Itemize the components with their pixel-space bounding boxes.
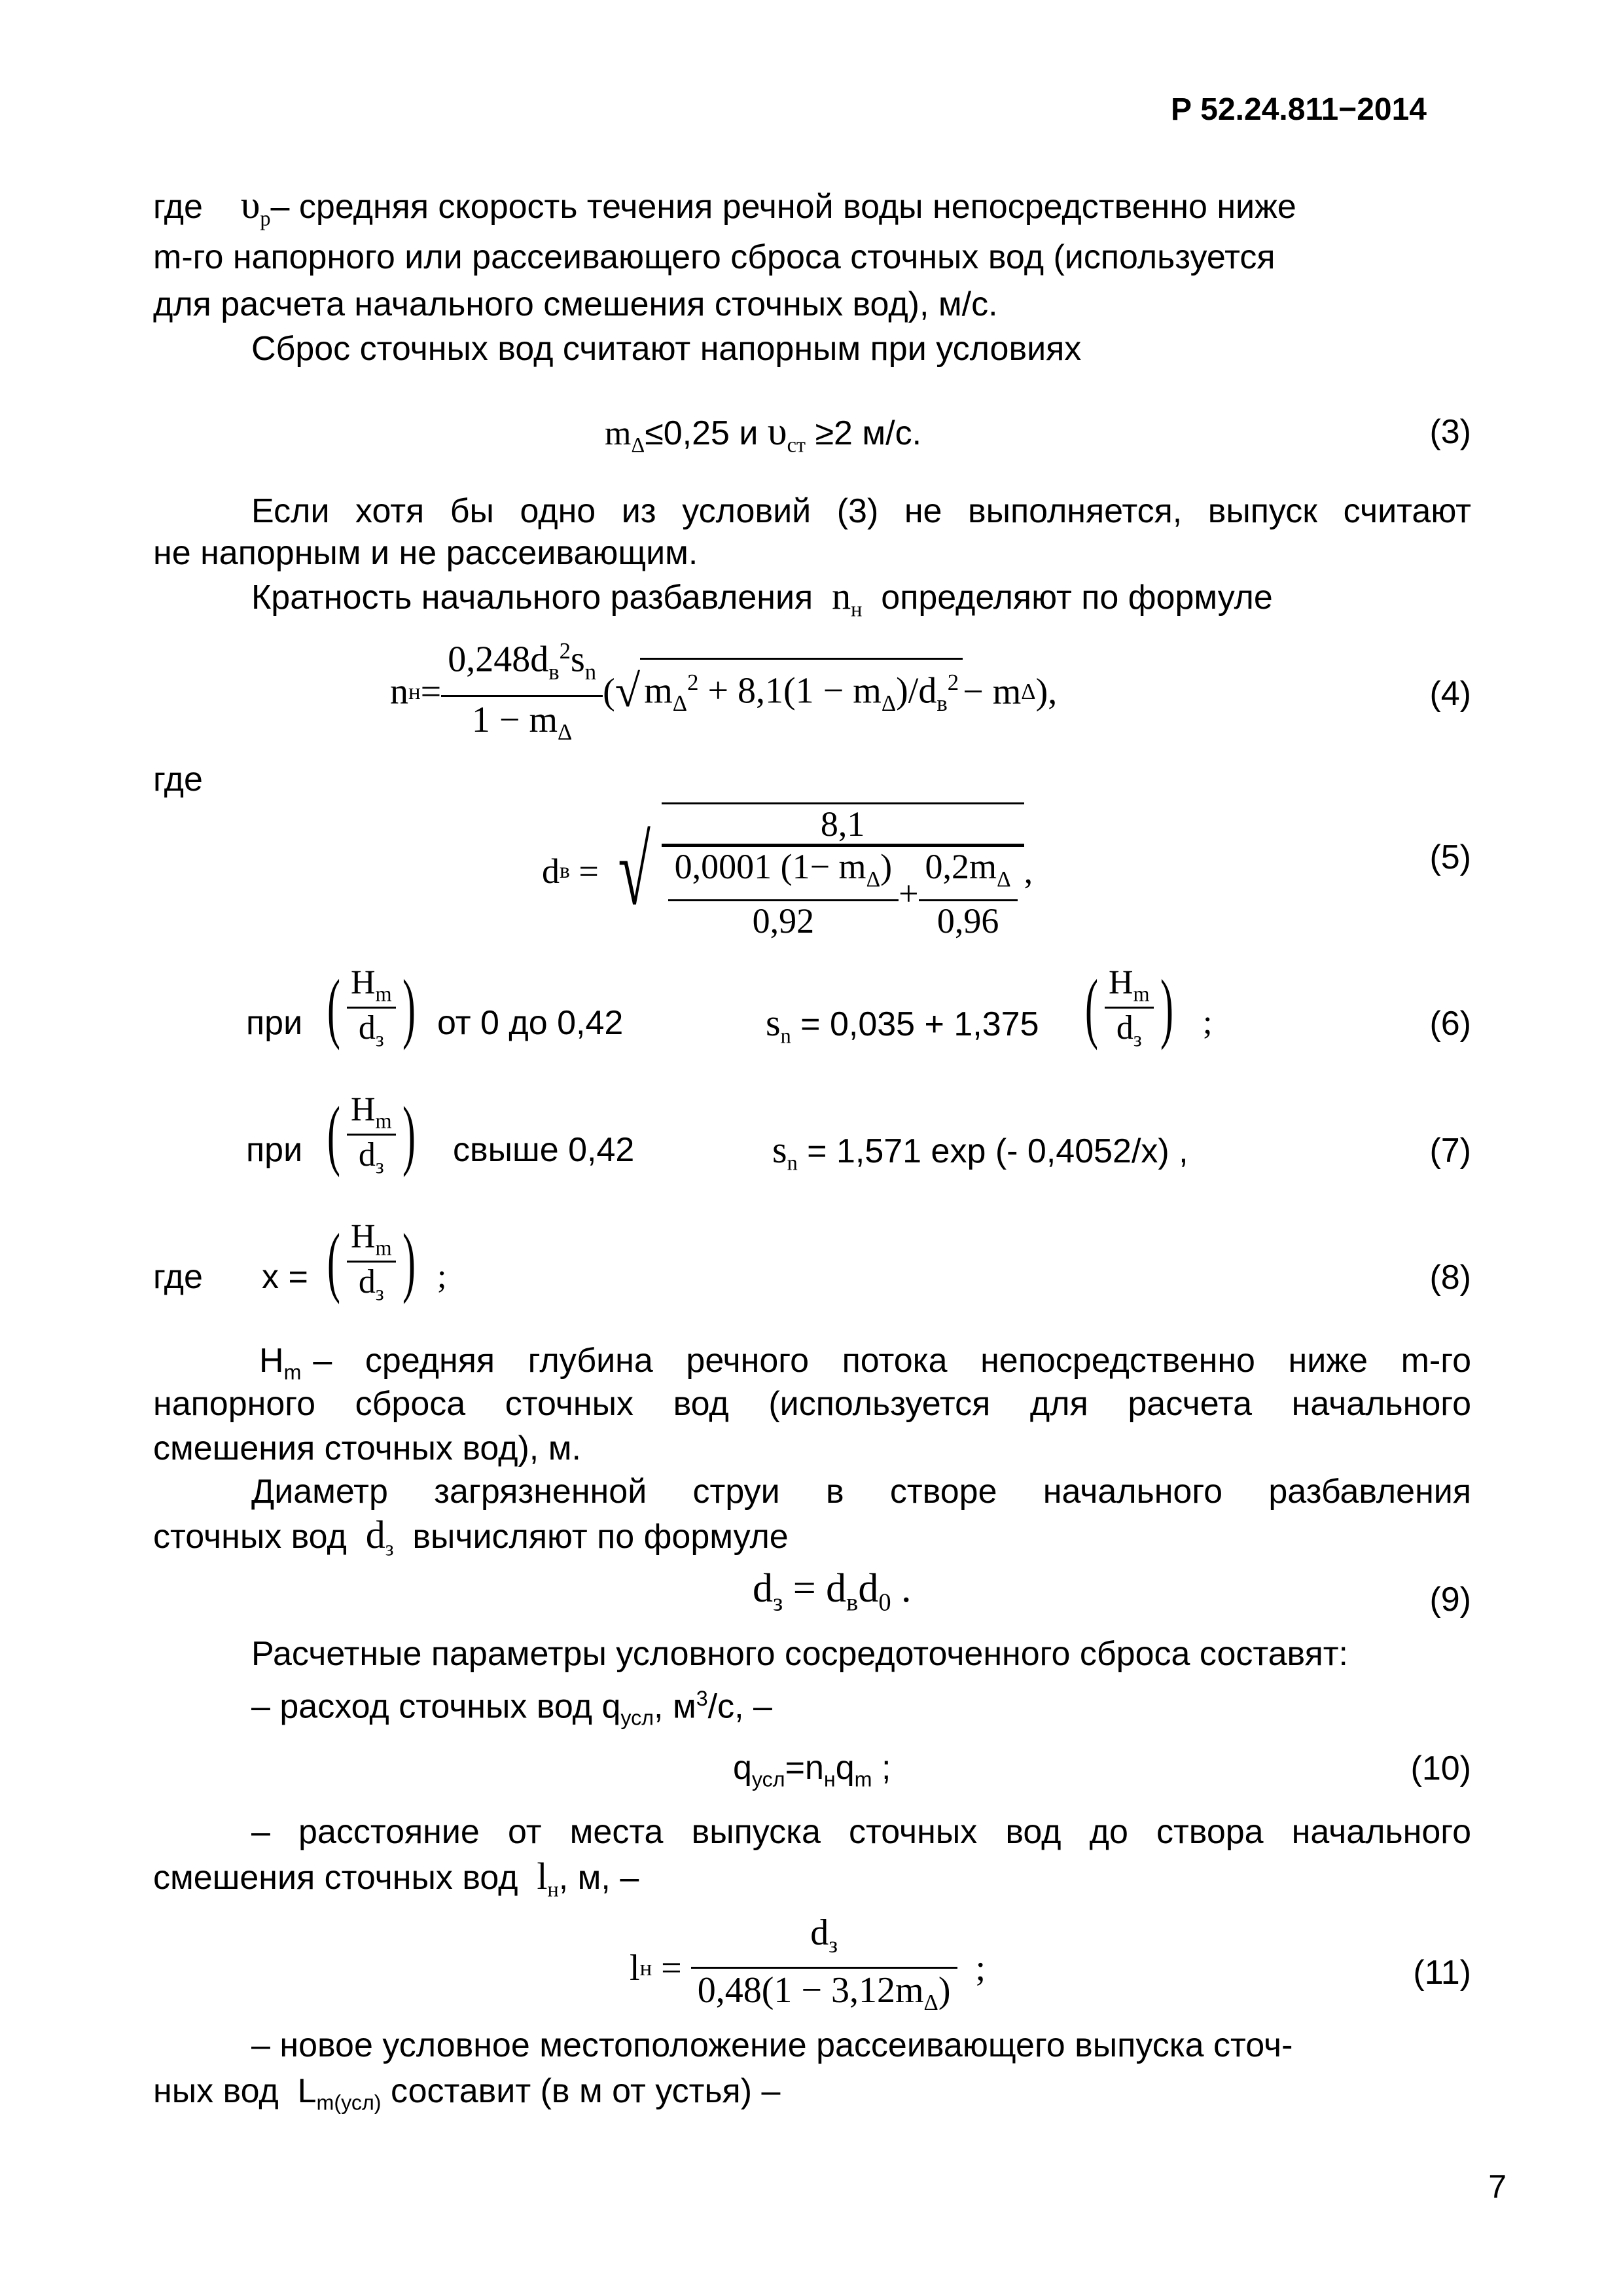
text-line: Расчетные параметры условного сосредоточенного сброса составят: — [251, 1635, 1348, 1673]
text-line: Если хотя бы одно из условий (3) не выполняется, выпуск считают — [251, 492, 1471, 530]
semicolon: ; — [437, 1258, 447, 1295]
equation-5: d в = √ 8,1 $\frac{0,0001 (1- m_\Delta)}{0,92}$ + $\frac{0,2m_\Delta}{0,96}$ , — [542, 802, 1033, 941]
equation-number: (9) — [1429, 1581, 1471, 1619]
text-line: x = — [262, 1258, 308, 1296]
equation-number: (10) — [1410, 1749, 1471, 1787]
equation-number: (7) — [1429, 1132, 1471, 1170]
equation-number: (6) — [1429, 1005, 1471, 1043]
ratio-hm-d3: ( $H_m$ $d_з$ ) — [327, 963, 416, 1050]
equation-4: n н = $\frac{0,248d_в^2s_n}{1 - m_\Delta}$ ( √ $m_\Delta^2 + 8,1(1 - m_\Delta)/d_в^2$ − m Δ ), — [390, 628, 1057, 755]
text-line: не напорным и не рассеивающим. — [153, 534, 698, 572]
text-line: сточных вод $d_з$ вычисляют по формуле — [153, 1513, 789, 1560]
text-line: свыше 0,42 — [453, 1131, 635, 1169]
text-line: Кратность начального разбавления $n_н$ определяют по формуле — [251, 575, 1273, 621]
text-line: Сброс сточных вод считают напорным при условиях — [251, 330, 1082, 368]
text-line: – расстояние от места выпуска сточных вод до створа начального — [251, 1813, 1471, 1851]
text-line: для расчета начального смешения сточных вод), м/с. — [153, 285, 998, 323]
equation-number: (3) — [1429, 413, 1471, 451]
text-line: ных вод $L_{m(усл)}$ составит (в м от устья) – — [153, 2072, 781, 2115]
equation-number: (4) — [1429, 675, 1471, 713]
text-line: при — [246, 1004, 303, 1042]
text-line: где $\upsilon_р-$ средняя скорость течения речной воды непосредственно ниже — [153, 183, 1296, 230]
equation-10: $q_{усл}=n_нq_m$ ; — [733, 1749, 891, 1791]
equation-3: $m_\Delta\le 0,25$ и $\upsilon_{ст} \ge 2$ м/с. — [605, 410, 922, 457]
text-line: напорного сброса сточных вод (используется для расчета начального — [153, 1385, 1471, 1423]
equation-7: $s_n = 1,571$ exp (- 0,4052/x) , — [772, 1128, 1188, 1175]
text-line: $H_m$ – средняя глубина речного потока непосредственно ниже m-го — [259, 1342, 1471, 1384]
text-line: где — [153, 761, 203, 798]
ratio-hm-d3: ( $H_m$ $d_з$ ) — [327, 1090, 416, 1177]
equation-6: $s_n = 0,035 + 1,375$ — [766, 1001, 1039, 1048]
document-code: Р 52.24.811−2014 — [1170, 92, 1427, 127]
ratio-hm-d3: ( $H_m$ $d_з$ ) — [327, 1217, 416, 1304]
text-line: при — [246, 1131, 303, 1169]
text-line: m-го напорного или рассеивающего сброса сточных вод (используется — [153, 238, 1275, 276]
equation-number: (5) — [1429, 838, 1471, 876]
text-line: смешения сточных вод $l_н$, м, – — [153, 1855, 639, 1901]
text-line: смешения сточных вод), м. — [153, 1429, 581, 1467]
text-line: Диаметр загрязненной струи в створе начального разбавления — [251, 1473, 1471, 1511]
text-line: – расход сточных вод $q_{усл}$, $м^3/с$, – — [251, 1687, 772, 1730]
equation-number: (8) — [1429, 1259, 1471, 1297]
text-line: – новое условное местоположение рассеивающего выпуска сточ- — [251, 2026, 1293, 2064]
semicolon: ; — [1203, 1004, 1213, 1041]
equation-11: l н = $\frac{d_з}{0,48(1 - 3,12m_\Delta)}$ ; — [630, 1912, 986, 2016]
text-line: от 0 до 0,42 — [437, 1004, 624, 1042]
equation-number: (11) — [1413, 1954, 1471, 1992]
page-number: 7 — [1488, 2168, 1507, 2205]
equation-9: $d_з = d_вd_0$ . — [753, 1566, 912, 1617]
text-line: где — [153, 1258, 203, 1296]
ratio-hm-d3: ( $H_m$ $d_з$ ) — [1084, 963, 1173, 1050]
